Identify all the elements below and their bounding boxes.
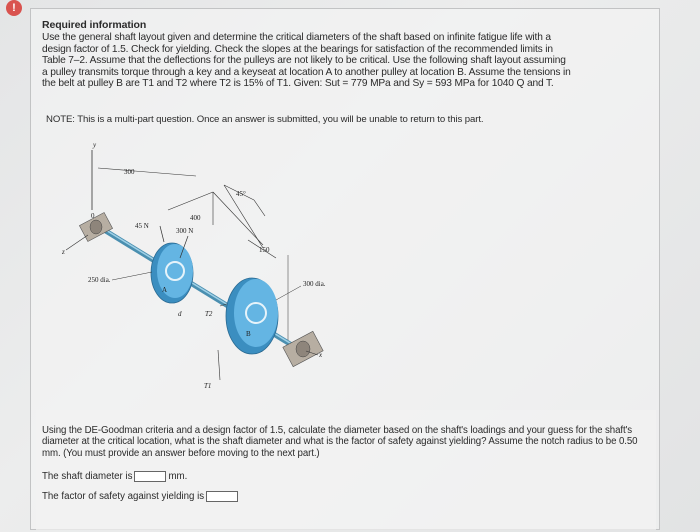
dimension-line (98, 168, 196, 176)
force-300n-label: 300 N (176, 227, 194, 235)
problem-line: the belt at pulley B are T1 and T2 where T2 is 15% of T1. Given: Sut = 779 MPa and Sy = 593 MPa for 1040 Q and T. (42, 78, 554, 90)
point-a-label: A (162, 286, 168, 294)
force-arrow (160, 226, 164, 242)
angle-45-label: 45° (236, 190, 246, 198)
bearing-c (283, 331, 323, 366)
fos-input[interactable] (206, 491, 238, 502)
problem-statement (42, 32, 642, 90)
belt-line (218, 350, 220, 380)
dia-300-label: 300 dia. (303, 280, 326, 288)
force-45n-label: 45 N (135, 222, 149, 230)
y-axis-label: y (93, 141, 97, 149)
origin-label: 0 (91, 212, 95, 220)
t1-label: T1 (204, 382, 212, 390)
leader-line (276, 286, 301, 300)
dimension-line (168, 192, 213, 210)
label-d: d (178, 310, 182, 318)
section-title: Required information (42, 19, 147, 31)
multipart-note: NOTE: This is a multi-part question. Once an answer is submitted, you will be unable to return to this part. (46, 114, 484, 125)
t2-label: T2 (205, 310, 213, 318)
shaft-layout-figure (48, 130, 648, 410)
problem-line: design factor of 1.5. Check for yielding. Check the slopes at the bearings for satisfaction of the recommended limits in (42, 43, 553, 55)
leader-line (112, 272, 152, 280)
z-axis-line (66, 235, 88, 250)
pulley-a (151, 243, 193, 303)
dim-150-label: 150 (259, 246, 270, 254)
problem-line: Table 7–2. Assume that the deflections for the pulleys are not likely to be critical. Use the following shaft layout assuming (42, 55, 566, 67)
angle-line (254, 200, 265, 216)
problem-line: Use the general shaft layout given and determine the critical diameters of the shaft based on infinite fatigue life with a (42, 32, 551, 43)
pulley-b (226, 278, 278, 354)
x-axis-label: x (319, 351, 323, 359)
dim-400-label: 400 (190, 214, 201, 222)
fos-answer-row (42, 491, 240, 502)
problem-line: a pulley transmits torque through a key and a keyseat at location A to another pulley at location B. Assume the tensions in (42, 66, 571, 78)
dia-250-label: 250 dia. (88, 276, 111, 284)
diameter-label: The shaft diameter is (42, 471, 133, 482)
fos-label: The factor of safety against yielding is (42, 491, 205, 502)
point-b-label: B (246, 330, 251, 338)
diameter-answer-row (42, 471, 187, 482)
diameter-unit: mm. (168, 471, 188, 482)
diameter-input[interactable] (134, 471, 166, 482)
dimension-line (213, 192, 263, 245)
alert-icon: ! (6, 0, 22, 16)
z-axis-label: z (62, 248, 65, 256)
dim-300-label: 300 (124, 168, 135, 176)
question-text: Using the DE-Goodman criteria and a design factor of 1.5, calculate the diameter based on the shaft's loadings and your guess for the shaft's diameter at the critical location, what is the shaft diameter and what is the factor of safety against yielding? Assume the notch radius to be 0.50 mm. (You must provide an answer before moving to the next part.) (42, 425, 638, 459)
